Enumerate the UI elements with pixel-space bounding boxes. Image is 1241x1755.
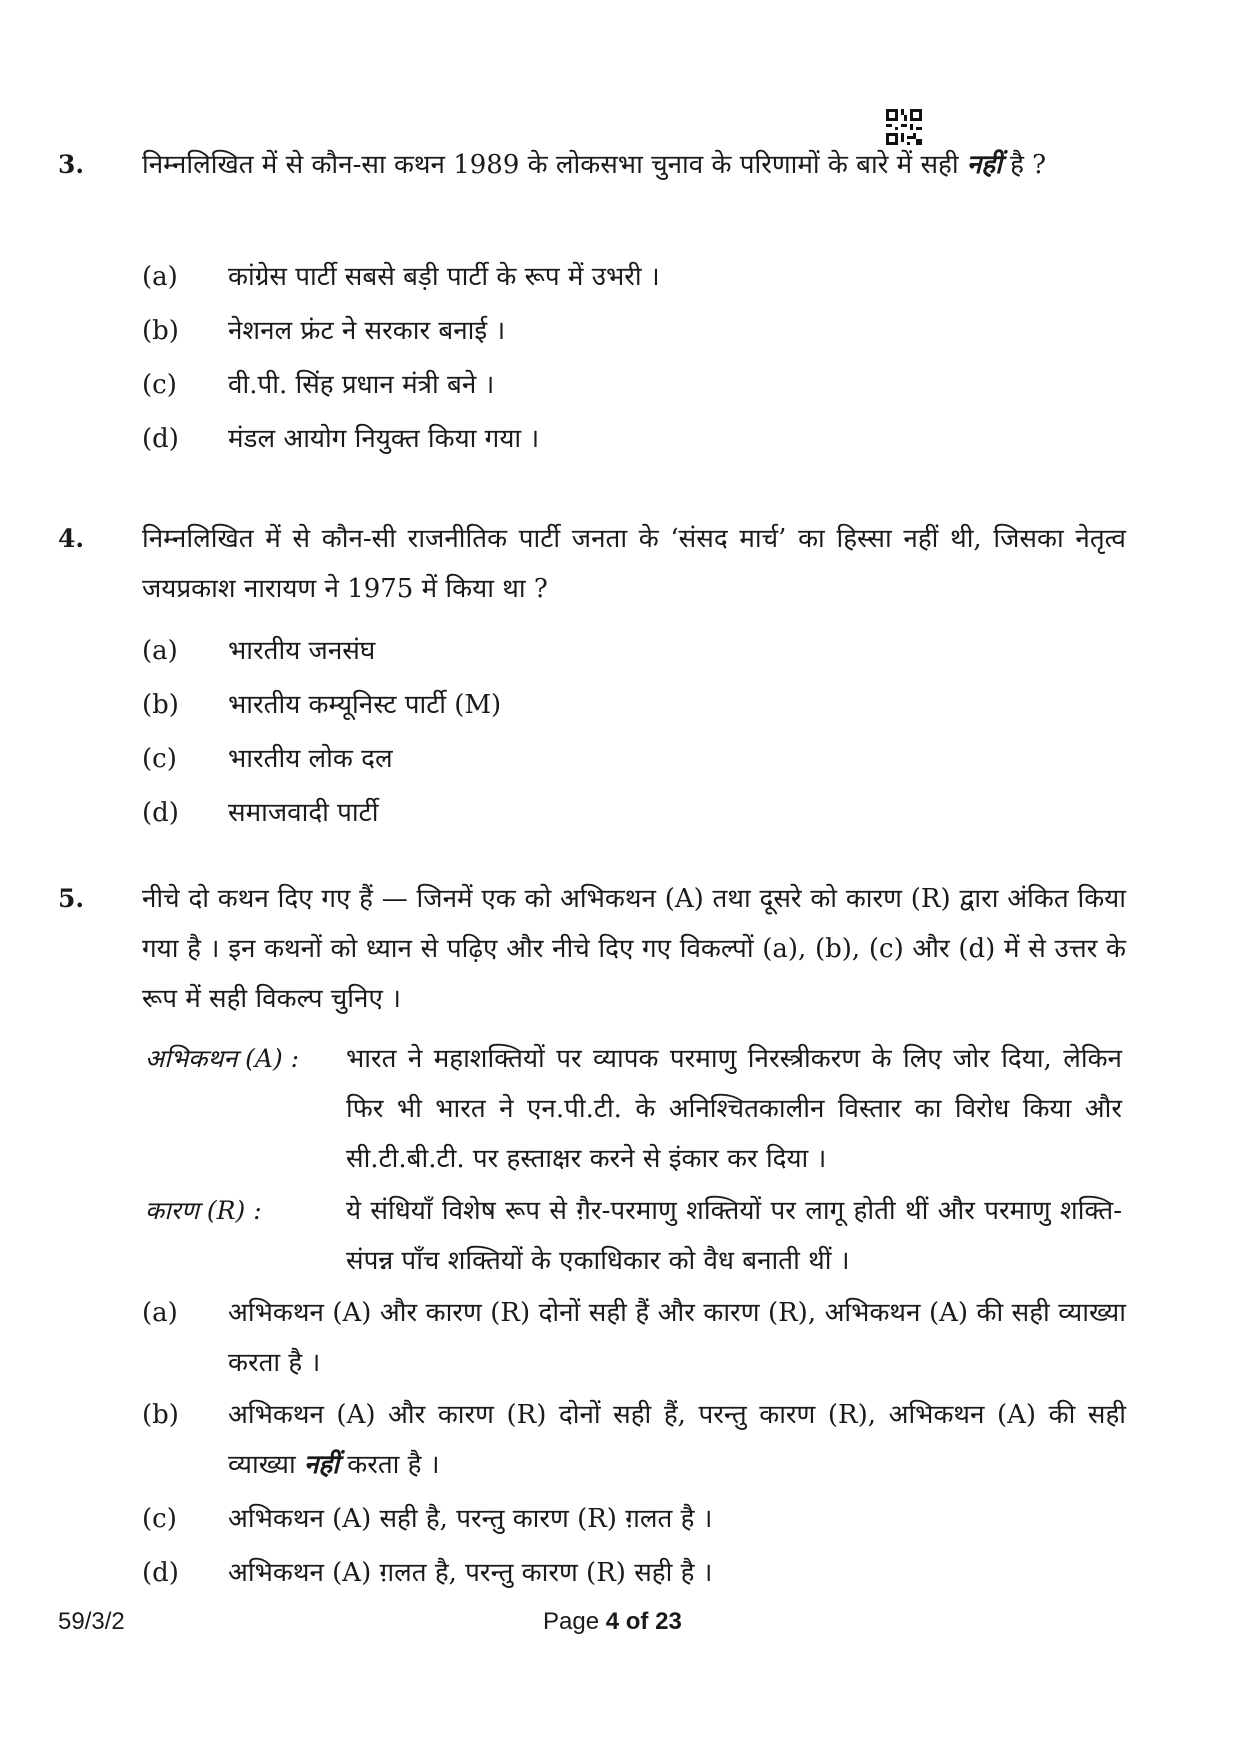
page-number: Page 4 of 23 (543, 1608, 682, 1635)
assertion-text: भारत ने महाशक्तियों पर व्यापक परमाणु निरस्त्रीकरण के लिए जोर दिया, लेकिन फिर भी भारत ने एन.पी.टी. के अनिश्चितकालीन विस्तार का विरोध किया और सी.टी.बी.टी. पर हस्ताक्षर करने से इंकार कर दिया । (346, 1044, 1122, 1174)
reason-label: कारण (R) : (145, 1196, 262, 1225)
question-number: 5. (58, 884, 85, 913)
emphasis-not: नहीं (304, 1450, 339, 1480)
question-text-main: निम्नलिखित में से कौन-सा कथन 1989 के लोकसभा चुनाव के परिणामों के बारे में सही (142, 150, 959, 180)
exam-page: 3. निम्नलिखित में से कौन-सा कथन 1989 के लोकसभा चुनाव के परिणामों के बारे में सही नहीं है ? (a) कांग्रेस पार्टी सबसे बड़ी पार्टी के रूप में उभरी । (b) नेशनल फ्रंट ने सरकार बनाई । (c) वी.पी. सिंह प्रधान मंत्री बने । (d) मंडल आयोग नियुक्त किया गया । 4. निम्नलिखित में से कौन-सी राजनीतिक पार्टी जनता के ‘संसद मार्च’ का हिस्सा नहीं थी, जिसका नेतृत्व जयप्रकाश नारायण ने 1975 में किया था ? (a) भारतीय जनसंघ (b) भारतीय कम्यूनिस्ट पार्टी (M) (c) भारतीय लोक दल (d) समाजवादी पार्टी 5. नीचे दो कथन दिए गए हैं — जिनमें एक को अभिकथन (A) तथा दूसरे को कारण (R) द्वारा अंकित किया गया है । इन कथनों को ध्यान से पढ़िए और नीचे दिए गए विकल्पों (a), (b), (c) और (d) में से उत्तर के रूप में सही विकल्प चुनिए । अभिकथन (A) : भारत ने महाशक्तियों पर व्यापक परमाणु निरस्त्रीकरण के लिए जोर दिया, लेकिन फिर भी भारत ने एन.पी.टी. के अनिश्चितकालीन विस्तार का विरोध किया और सी.टी.बी.टी. पर हस्ताक्षर करने से इंकार कर दिया । कारण (R) : ये संधियाँ विशेष रूप से ग़ैर-परमाणु शक्तियों पर लागू होती थीं और परमाणु शक्ति-संपन्न पाँच शक्तियों के एकाधिकार को वैध बनाती थीं । (a) अभिकथन (A) और कारण (R) दोनों सही हैं और कारण (R), अभिकथन (A) की सही व्याख्या करता है । (b) अभिकथन (A) और कारण (R) दोनों सही हैं, परन्तु कारण (R), अभिकथन (A) की सही व्याख्या नहीं करता है । (c) अभिकथन (A) सही है, परन्तु कारण (R) ग़लत है । (d) अभिकथन (A) ग़लत है, परन्तु कारण (R) सही है । 59/3/2 Page 4 of 23 (0, 0, 1241, 1755)
reason-text: ये संधियाँ विशेष रूप से ग़ैर-परमाणु शक्तियों पर लागू होती थीं और परमाणु शक्ति-संपन्न पाँच शक्तियों के एकाधिकार को वैध बनाती थीं । (346, 1196, 1122, 1276)
question-number: 4. (58, 524, 85, 553)
question-text (142, 140, 1126, 190)
question-number: 3. (58, 150, 85, 179)
question-text: नीचे दो कथन दिए गए हैं — जिनमें एक को अभिकथन (A) तथा दूसरे को कारण (R) द्वारा अंकित किया गया है । इन कथनों को ध्यान से पढ़िए और नीचे दिए गए विकल्पों (a), (b), (c) और (d) में से उत्तर के रूप में सही विकल्प चुनिए । (142, 884, 1126, 1014)
emphasis-not: नहीं (966, 150, 1002, 180)
assertion-label: अभिकथन (A) : (145, 1044, 300, 1073)
paper-code: 59/3/2 (58, 1608, 125, 1635)
question-text: निम्नलिखित में से कौन-सी राजनीतिक पार्टी जनता के ‘संसद मार्च’ का हिस्सा नहीं थी, जिसका नेतृत्व जयप्रकाश नारायण ने 1975 में किया था ? (142, 524, 1126, 604)
question-text-end: है ? (1010, 150, 1047, 180)
